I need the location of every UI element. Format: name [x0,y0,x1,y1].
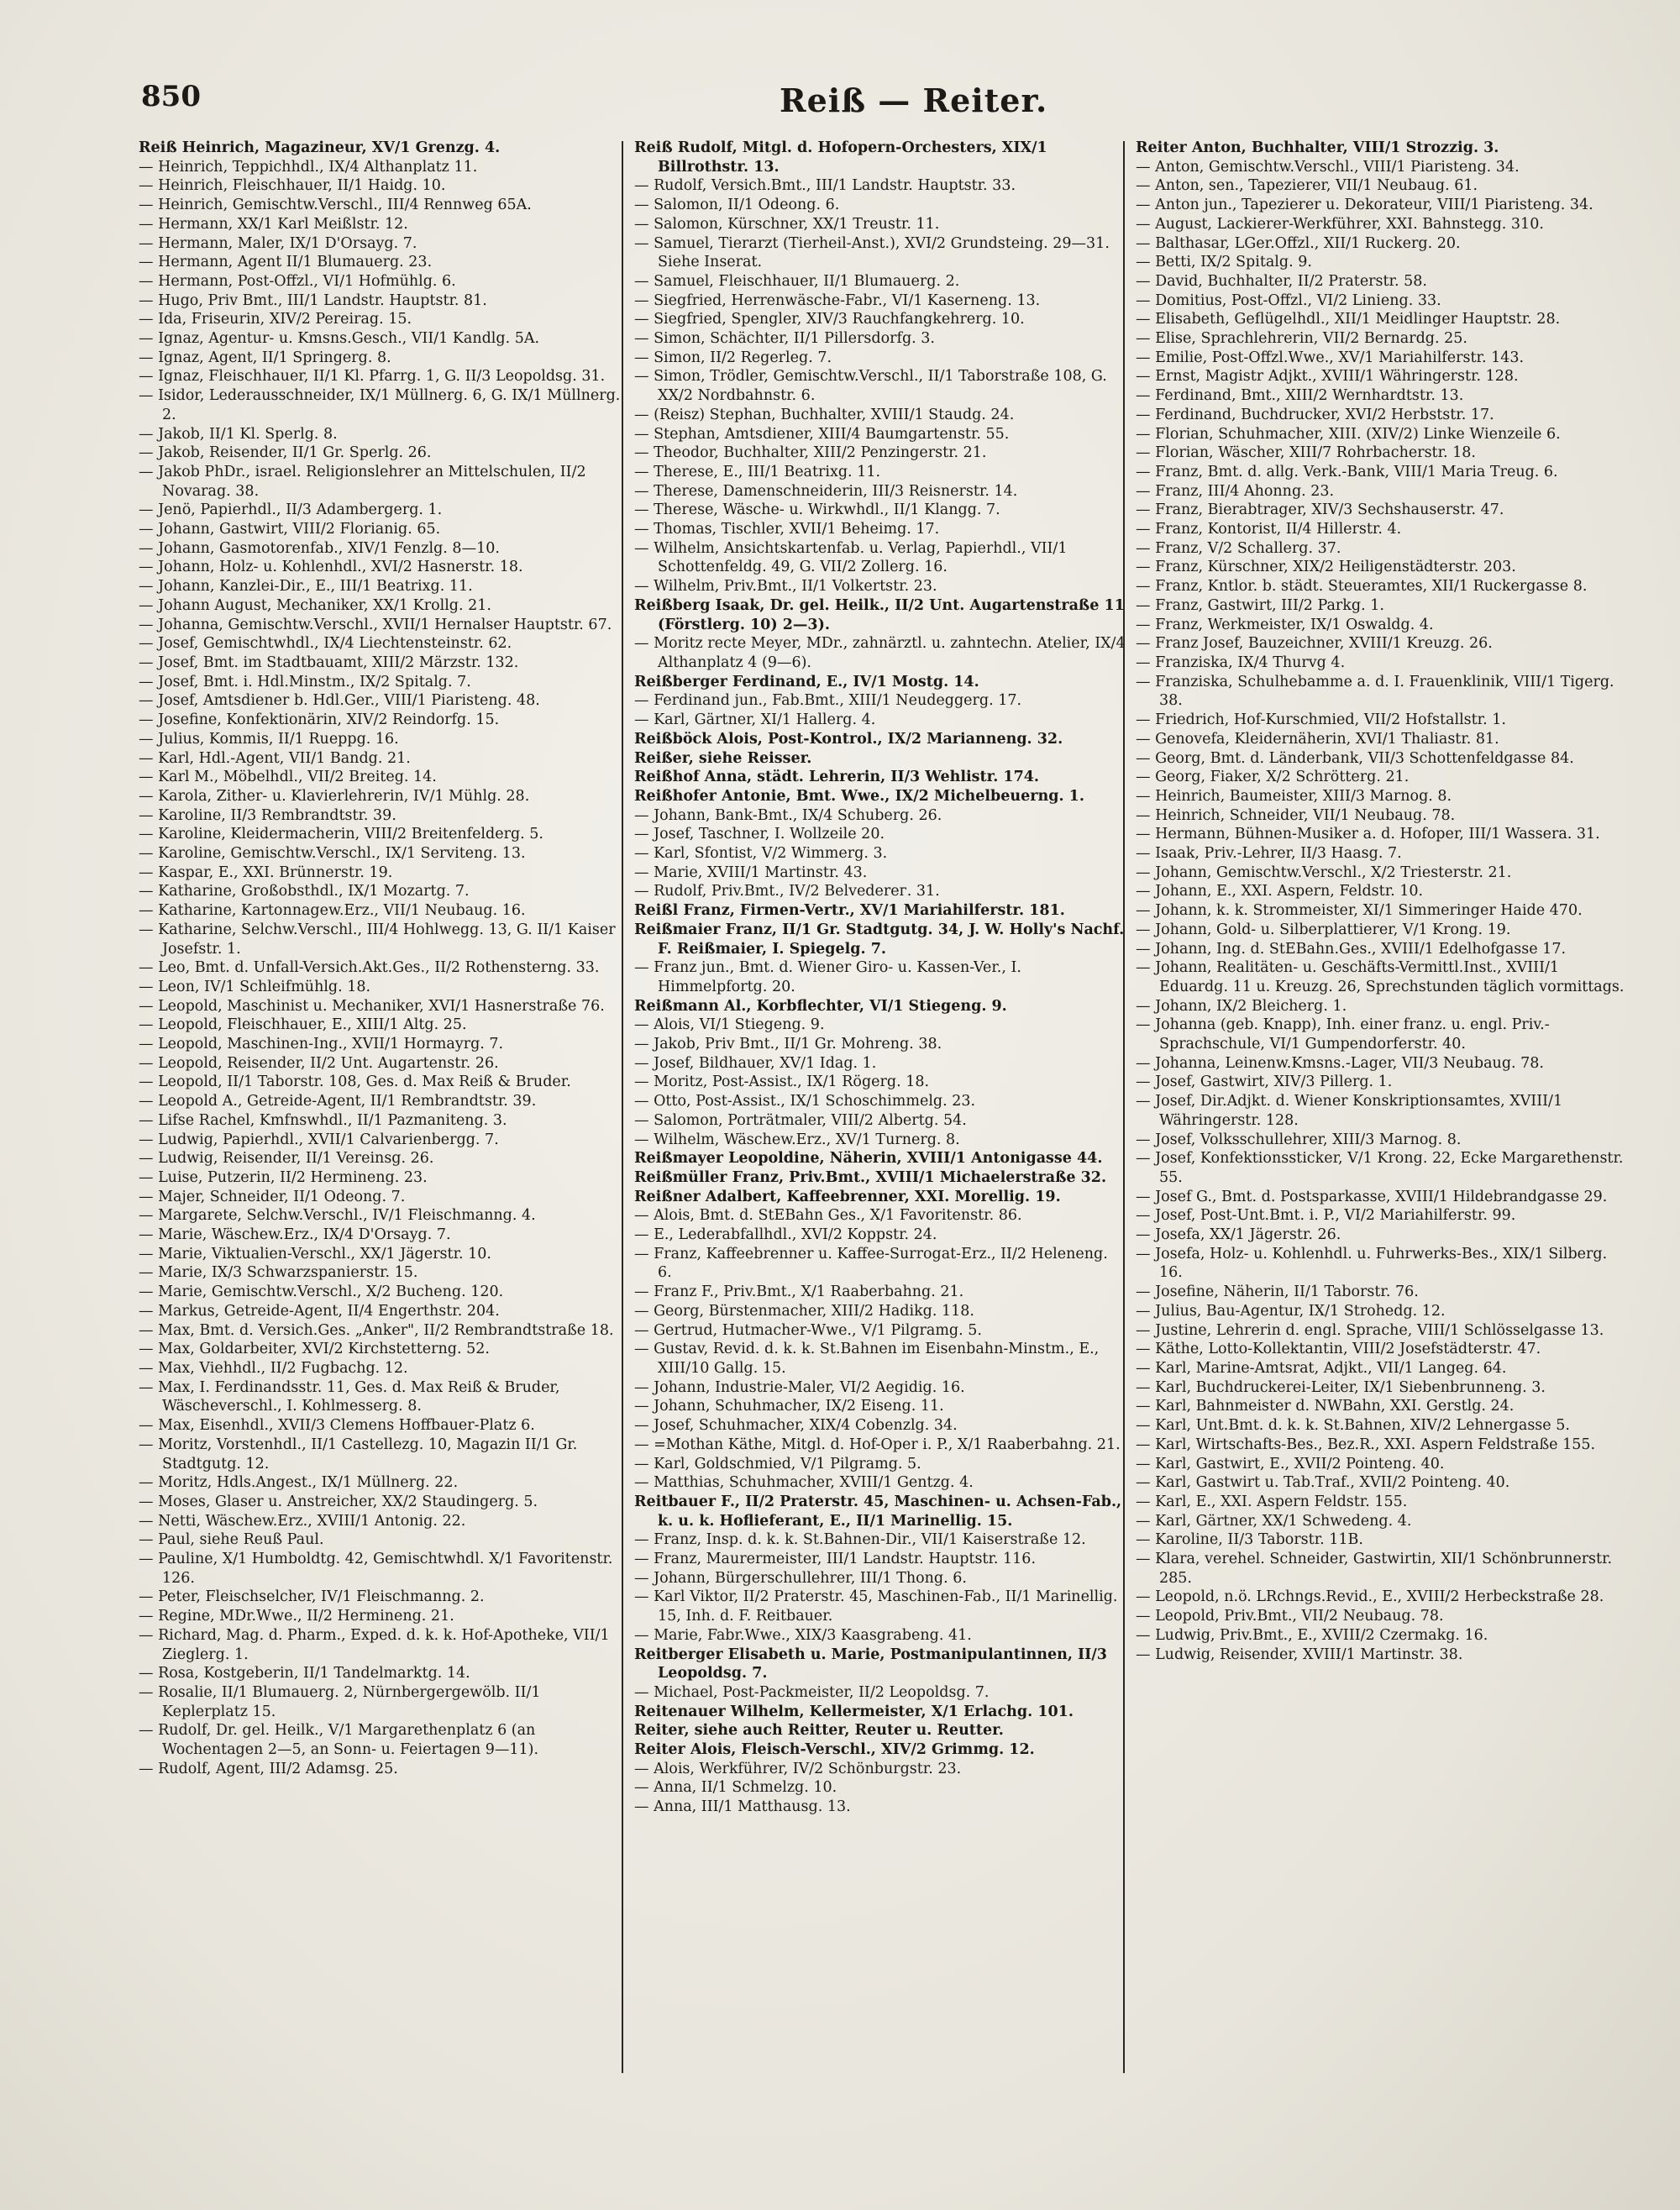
directory-entry: — Otto, Post-Assist., IX/1 Schoschimmelg. 23. [634,1093,976,1110]
directory-entry: — Heinrich, Schneider, VII/1 Neubaug. 78. [1136,806,1456,824]
directory-entry: — Franz, Bierabtrager, XIV/3 Sechshauserstr. 47. [1136,501,1504,519]
directory-entry: — Franz F., Priv.Bmt., X/1 Raaberbahng. 21. [634,1283,964,1301]
directory-entry: — Samuel, Tierarzt (Tierheil-Anst.), XVI/2 Grundsteing. 29—31. Siehe Inserat. [634,234,1110,271]
directory-entry: — Johanna (geb. Knapp), Inh. einer franz. u. engl. Priv.-Sprachschule, VI/1 Gumpendorferstr. 40. [1136,1016,1550,1053]
directory-entry: — Hermann, Maler, IX/1 D'Orsayg. 7. [139,234,417,252]
directory-entry: — Kaspar, E., XXI. Brünnerstr. 19. [139,864,393,881]
directory-entry: — Genovefa, Kleidernäherin, XVI/1 Thaliastr. 81. [1136,730,1499,748]
directory-entry: — Ferdinand jun., Fab.Bmt., XIII/1 Neudeggerg. 17. [634,692,1022,710]
directory-entry: — Josef, Schuhmacher, XIX/4 Cobenzlg. 34. [634,1417,958,1435]
directory-entry: — Florian, Wäscher, XIII/7 Rohrbacherstr. 18. [1136,444,1476,462]
directory-entry: — Leopold, n.ö. LRchngs.Revid., E., XVIII/2 Herbeckstraße 28. [1136,1588,1604,1606]
directory-entry: — Ferdinand, Bmt., XIII/2 Wernhardtstr. 13. [1136,387,1464,405]
directory-entry: — Salomon, Kürschner, XX/1 Treustr. 11. [634,215,940,233]
directory-entry: — Franz, Kontorist, II/4 Hillerstr. 4. [1136,521,1402,538]
directory-entry: — Josef, Taschner, I. Wollzeile 20. [634,826,885,843]
directory-entry: — Ludwig, Reisender, XVIII/1 Martinstr. 38. [1136,1646,1463,1663]
directory-entry: — Johanna, Gemischtw.Verschl., XVII/1 Hernalser Hauptstr. 67. [139,616,612,633]
directory-entry: — Siegfried, Spengler, XIV/3 Rauchfangkehrerg. 10. [634,311,1025,328]
directory-entry: — Rudolf, Agent, III/2 Adamsg. 25. [139,1760,398,1777]
directory-entry: — Franz, III/4 Ahonng. 23. [1136,482,1335,500]
directory-entry: — Hugo, Priv Bmt., III/1 Landstr. Hauptstr. 81. [139,291,487,309]
directory-entry: — Johann August, Mechaniker, XX/1 Krollg. 21. [139,596,491,614]
directory-entry: — Marie, XVIII/1 Martinstr. 43. [634,864,868,881]
directory-entry: — Josef, Post-Unt.Bmt. i. P., VI/2 Mariahilferstr. 99. [1136,1207,1516,1225]
directory-entry: — Ludwig, Papierhdl., XVII/1 Calvarienbergg. 7. [139,1131,499,1148]
directory-entry: — Johann, Kanzlei-Dir., E., III/1 Beatrixg. 11. [139,578,473,596]
directory-entry: — Gertrud, Hutmacher-Wwe., V/1 Pilgramg. 5. [634,1321,982,1339]
directory-entry: — Karoline, II/3 Rembrandtstr. 39. [139,806,396,824]
directory-entry: — Rosalie, II/1 Blumauerg. 2, Nürnbergergewölb. II/1 Keplerplatz 15. [139,1683,541,1720]
directory-entry: — Ignaz, Fleischhauer, II/1 Kl. Pfarrg. 1, G. II/3 Leopoldsg. 31. [139,368,606,386]
directory-entry: — Ludwig, Priv.Bmt., E., XVIII/2 Czermakg. 16. [1136,1626,1488,1644]
directory-entry: — Johanna, Leinenw.Kmsns.-Lager, VII/3 Neubaug. 78. [1136,1054,1544,1072]
directory-entry: — Ernst, Magistr Adjkt., XVIII/1 Währingerstr. 128. [1136,368,1519,386]
directory-entry: — Stephan, Amtsdiener, XIII/4 Baumgartenstr. 55. [634,425,1010,443]
directory-entry: — Justine, Lehrerin d. engl. Sprache, VIII/1 Schlösselgasse 13. [1136,1321,1604,1339]
directory-entry: — Josefine, Konfektionärin, XIV/2 Reindorfg. 15. [139,711,500,729]
directory-entry: — Thomas, Tischler, XVII/1 Beheimg. 17. [634,521,940,538]
directory-entry: — Johann, IX/2 Bleicherg. 1. [1136,997,1347,1015]
directory-entry: — Wilhelm, Ansichtskartenfab. u. Verlag, Papierhdl., VII/1 Schottenfeldg. 49, G. VII/2 Zollerg. 16. [634,539,1068,576]
directory-entry: — Johann, E., XXI. Aspern, Feldstr. 10. [1136,883,1424,900]
directory-entry: — Markus, Getreide-Agent, II/4 Engerthstr. 204. [139,1302,500,1320]
directory-entry: — Karl, Buchdruckerei-Leiter, IX/1 Siebenbrunneng. 3. [1136,1378,1546,1396]
directory-entry: — David, Buchhalter, II/2 Praterstr. 58. [1136,272,1427,290]
directory-column-2 [634,139,1126,1817]
directory-entry: — Domitius, Post-Offzl., VI/2 Linieng. 33. [1136,291,1441,309]
directory-entry: — Gustav, Revid. d. k. k. St.Bahnen im Eisenbahn-Minstm., E., XIII/10 Gallg. 15. [634,1341,1100,1377]
directory-entry: — Johann, Realitäten- u. Geschäfts-Vermittl.Inst., XVIII/1 Eduardg. 11 u. Kreuzg. 26, Sprechstunden täglich vormittags. [1136,959,1625,995]
directory-entry: — Betti, IX/2 Spitalg. 9. [1136,254,1312,271]
directory-entry: — Leopold A., Getreide-Agent, II/1 Rembrandtstr. 39. [139,1093,537,1110]
directory-entry: Reißner Adalbert, Kaffeebrenner, XXI. Morellig. 19. [634,1188,1061,1205]
directory-entry: — Hermann, XX/1 Karl Meißlstr. 12. [139,215,408,233]
directory-entry: — Anna, II/1 Schmelzg. 10. [634,1779,837,1797]
directory-entry: — Salomon, Porträtmaler, VIII/2 Albertg. 54. [634,1111,967,1129]
directory-entry: Reißhofer Antonie, Bmt. Wwe., IX/2 Michelbeuerng. 1. [634,787,1084,805]
directory-entry: — Karl, Gärtner, XX/1 Schwedeng. 4. [1136,1512,1412,1530]
directory-entry: Reißböck Alois, Post-Kontrol., IX/2 Marianneng. 32. [634,730,1063,748]
directory-entry: — Jenö, Papierhdl., II/3 Adambergerg. 1. [139,501,443,519]
directory-entry: — Klara, verehel. Schneider, Gastwirtin, XII/1 Schönbrunnerstr. 285. [1136,1551,1613,1587]
directory-entry: — Josef, Gemischtwhdl., IX/4 Liechtensteinstr. 62. [139,635,512,653]
directory-entry: — Julius, Bau-Agentur, IX/1 Strohedg. 12. [1136,1302,1446,1320]
directory-entry: — Josef, Gastwirt, XIV/3 Pillerg. 1. [1136,1074,1393,1091]
directory-entry: — Julius, Kommis, II/1 Rueppg. 16. [139,730,399,748]
directory-entry: — Karl Viktor, II/2 Praterstr. 45, Maschinen-Fab., II/1 Marinellig. 15, Inh. d. F. Reitbauer. [634,1588,1118,1625]
directory-column-3 [1136,139,1627,1664]
directory-entry: — Rudolf, Dr. gel. Heilk., V/1 Margarethenplatz 6 (an Wochentagen 2—5, an Sonn- u. Feiertagen 9—11). [139,1722,539,1759]
directory-entry: — Franz, Gastwirt, III/2 Parkg. 1. [1136,596,1384,614]
running-title: Reiß — Reiter. [780,81,1048,119]
directory-entry: — Karl, Unt.Bmt. d. k. k. St.Bahnen, XIV/2 Lehnergasse 5. [1136,1417,1570,1435]
directory-entry: — Lifse Rachel, Kmfnswhdl., II/1 Pazmaniteng. 3. [139,1111,507,1129]
directory-entry: — Hermann, Bühnen-Musiker a. d. Hofoper, III/1 Wassera. 31. [1136,826,1600,843]
directory-entry: — Rudolf, Versich.Bmt., III/1 Landstr. Hauptstr. 33. [634,177,1016,195]
directory-entry: — Johann, Gemischtw.Verschl., X/2 Triesterstr. 21. [1136,864,1512,881]
directory-entry: — Hermann, Post-Offzl., VI/1 Hofmühlg. 6. [139,272,456,290]
directory-entry: — Katharine, Kartonnagew.Erz., VII/1 Neubaug. 16. [139,902,526,920]
directory-entry: — =Mothan Käthe, Mitgl. d. Hof-Oper i. P., X/1 Raaberbahng. 21. [634,1436,1121,1453]
directory-entry: — Leopold, Priv.Bmt., VII/2 Neubaug. 78. [1136,1608,1444,1625]
directory-entry: — Pauline, X/1 Humboldtg. 42, Gemischtwhdl. X/1 Favoritenstr. 126. [139,1551,613,1587]
directory-entry: — Josefa, Holz- u. Kohlenhdl. u. Fuhrwerks-Bes., XIX/1 Silberg. 16. [1136,1245,1608,1282]
directory-entry: — Friedrich, Hof-Kurschmied, VII/2 Hofstallstr. 1. [1136,711,1506,729]
directory-entry: — Josefine, Näherin, II/1 Taborstr. 76. [1136,1283,1419,1301]
directory-entry: — Georg, Fiaker, X/2 Schrötterg. 21. [1136,769,1410,786]
directory-entry: — Luise, Putzerin, II/2 Hermineng. 23. [139,1168,428,1186]
directory-entry: Reißhof Anna, städt. Lehrerin, II/3 Wehlistr. 174. [634,769,1040,786]
directory-entry: — Heinrich, Fleischhauer, II/1 Haidg. 10. [139,177,446,195]
directory-entry: — Franz, Kaffeebrenner u. Kaffee-Surrogat-Erz., II/2 Heleneng. 6. [634,1245,1108,1282]
directory-entry: — Max, Eisenhdl., XVII/3 Clemens Hoffbauer-Platz 6. [139,1417,535,1435]
directory-entry: — Heinrich, Gemischtw.Verschl., III/4 Rennweg 65A. [139,197,532,214]
directory-entry: — Wilhelm, Priv.Bmt., II/1 Volkertstr. 23. [634,578,937,596]
directory-entry: — Johann, Gold- u. Silberplattierer, V/1 Krong. 19. [1136,921,1511,938]
directory-entry: — Karl, E., XXI. Aspern Feldstr. 155. [1136,1493,1408,1510]
directory-entry: — Franz, Bmt. d. allg. Verk.-Bank, VIII/1 Maria Treug. 6. [1136,463,1558,480]
directory-entry: — Josef G., Bmt. d. Postsparkasse, XVIII/1 Hildebrandgasse 29. [1136,1188,1608,1205]
directory-entry: — Regine, MDr.Wwe., II/2 Hermineng. 21. [139,1608,454,1625]
directory-entry: — Karl, Bahnmeister d. NWBahn, XXI. Gerstlg. 24. [1136,1398,1515,1415]
page-number: 850 [141,80,201,113]
directory-entry: Reitbauer F., II/2 Praterstr. 45, Maschinen- u. Achsen-Fab., k. u. k. Hoflieferant, E., II/1 Marinellig. 15. [634,1493,1122,1530]
directory-entry: — Katharine, Großobsthdl., IX/1 Mozartg. 7. [139,883,470,900]
directory-entry: — Josef, Konfektionssticker, V/1 Krong. 22, Ecke Margarethenstr. 55. [1136,1150,1624,1186]
directory-entry: — Anton, Gemischtw.Verschl., VIII/1 Piaristeng. 34. [1136,158,1520,176]
directory-entry: — Josef, Bmt. im Stadtbauamt, XIII/2 Märzstr. 132. [139,654,519,671]
directory-entry: — Leopold, Reisender, II/2 Unt. Augartenstr. 26. [139,1054,499,1072]
directory-entry: — Ludwig, Reisender, II/1 Vereinsg. 26. [139,1150,434,1168]
directory-entry: — Jakob, II/1 Kl. Sperlg. 8. [139,425,338,443]
directory-entry: — Franziska, Schulhebamme a. d. I. Frauenklinik, VIII/1 Tigerg. 38. [1136,673,1614,710]
directory-entry: Reiß Rudolf, Mitgl. d. Hofopern-Orchesters, XIX/1 Billrothstr. 13. [634,139,1047,176]
directory-entry: — Marie, Gemischtw.Verschl., X/2 Bucheng. 120. [139,1283,504,1301]
directory-entry: — Ignaz, Agent, II/1 Springerg. 8. [139,349,391,366]
directory-entry: — Anton, sen., Tapezierer, VII/1 Neubaug. 61. [1136,177,1478,195]
directory-entry: — Michael, Post-Packmeister, II/2 Leopoldsg. 7. [634,1683,990,1701]
directory-entry: — Josef, Dir.Adjkt. d. Wiener Konskriptionsamtes, XVIII/1 Währingerstr. 128. [1136,1093,1563,1129]
directory-entry: Reißl Franz, Firmen-Vertr., XV/1 Mariahilferstr. 181. [634,902,1065,920]
directory-entry: — Johann, k. k. Strommeister, XI/1 Simmeringer Haide 470. [1136,902,1583,920]
directory-entry: — Heinrich, Teppichhdl., IX/4 Althanplatz 11. [139,158,478,176]
directory-entry: — Karl, Gastwirt, E., XVII/2 Pointeng. 40. [1136,1455,1445,1472]
directory-entry: — Hermann, Agent II/1 Blumauerg. 23. [139,254,433,271]
directory-entry: — Moses, Glaser u. Anstreicher, XX/2 Staudingerg. 5. [139,1493,538,1510]
directory-entry: — Johann, Ing. d. StEBahn.Ges., XVIII/1 Edelhofgasse 17. [1136,940,1567,958]
directory-entry: — Balthasar, LGer.Offzl., XII/1 Ruckerg. 20. [1136,234,1461,252]
directory-entry: — Netti, Wäschew.Erz., XVIII/1 Antonig. 22. [139,1512,466,1530]
directory-entry: — Wilhelm, Wäschew.Erz., XV/1 Turnerg. 8. [634,1131,960,1148]
directory-entry: — Leopold, Maschinen-Ing., XVII/1 Hormayrg. 7. [139,1036,504,1053]
directory-entry: — Elisabeth, Geflügelhdl., XII/1 Meidlinger Hauptstr. 28. [1136,311,1561,328]
directory-entry: — August, Lackierer-Werkführer, XXI. Bahnstegg. 310. [1136,215,1544,233]
directory-entry: — Majer, Schneider, II/1 Odeong. 7. [139,1188,406,1205]
directory-entry: — Franz Josef, Bauzeichner, XVIII/1 Kreuzg. 26. [1136,635,1493,653]
directory-entry: — Heinrich, Baumeister, XIII/3 Marnog. 8. [1136,787,1452,805]
directory-entry: — Karl, Gärtner, XI/1 Hallerg. 4. [634,711,876,729]
directory-entry: — Franziska, IX/4 Thurvg 4. [1136,654,1346,671]
directory-entry: — E., Lederabfallhdl., XVI/2 Koppstr. 24. [634,1226,937,1244]
directory-entry: Reißer, siehe Reisser. [634,749,812,767]
directory-entry: — Alois, Werkführer, IV/2 Schönburgstr. 23. [634,1760,962,1777]
directory-entry: — Käthe, Lotto-Kollektantin, VIII/2 Josefstädterstr. 47. [1136,1341,1541,1358]
directory-entry: Reitenauer Wilhelm, Kellermeister, X/1 Erlachg. 101. [634,1703,1074,1720]
directory-entry: — Josef, Amtsdiener b. Hdl.Ger., VIII/1 Piaristeng. 48. [139,692,540,710]
directory-entry: — Georg, Bmt. d. Länderbank, VII/3 Schottenfeldgasse 84. [1136,749,1574,767]
directory-entry: — Josef, Bmt. i. Hdl.Minstm., IX/2 Spitalg. 7. [139,673,471,690]
directory-entry: — Josef, Bildhauer, XV/1 Idag. 1. [634,1054,877,1072]
directory-entry: — Richard, Mag. d. Pharm., Exped. d. k. k. Hof-Apotheke, VII/1 Zieglerg. 1. [139,1626,610,1663]
directory-entry: — (Reisz) Stephan, Buchhalter, XVIII/1 Staudg. 24. [634,406,1015,423]
directory-entry: — Karl M., Möbelhdl., VII/2 Breiteg. 14. [139,769,437,786]
directory-entry: — Karl, Gastwirt u. Tab.Traf., XVII/2 Pointeng. 40. [1136,1474,1510,1492]
directory-entry: — Isidor, Lederausschneider, IX/1 Müllnerg. 6, G. IX/1 Müllnerg. 2. [139,387,621,423]
directory-entry: — Moritz, Hdls.Angest., IX/1 Müllnerg. 22. [139,1474,459,1492]
directory-entry: — Matthias, Schuhmacher, XVIII/1 Gentzg. 4. [634,1474,974,1492]
page-header [141,80,1645,130]
directory-entry: Reißmayer Leopoldine, Näherin, XVIII/1 Antonigasse 44. [634,1150,1103,1168]
directory-entry: — Karoline, Kleidermacherin, VIII/2 Breitenfelderg. 5. [139,826,543,843]
directory-entry: — Marie, Wäschew.Erz., IX/4 D'Orsayg. 7. [139,1226,451,1244]
directory-entry: — Marie, Fabr.Wwe., XIX/3 Kaasgrabeng. 41. [634,1626,972,1644]
directory-entry: — Leopold, Fleischhauer, E., XIII/1 Altg. 25. [139,1016,467,1034]
directory-column-1 [139,139,630,1778]
directory-entry: — Leo, Bmt. d. Unfall-Versich.Akt.Ges., II/2 Rothensterng. 33. [139,959,600,977]
directory-entry: — Johann, Schuhmacher, IX/2 Eiseng. 11. [634,1398,944,1415]
directory-entry: Reiter Anton, Buchhalter, VIII/1 Strozzig. 3. [1136,139,1499,156]
directory-entry: — Franz, Maurermeister, III/1 Landstr. Hauptstr. 116. [634,1551,1037,1568]
directory-entry: — Johann, Gastwirt, VIII/2 Florianig. 65. [139,521,441,538]
directory-entry: — Franz, Kürschner, XIX/2 Heiligenstädterstr. 203. [1136,559,1516,576]
directory-entry: — Franz, V/2 Schallerg. 37. [1136,539,1341,557]
directory-entry: — Margarete, Selchw.Verschl., IV/1 Fleischmanng. 4. [139,1207,536,1225]
directory-entry: — Simon, Trödler, Gemischtw.Verschl., II/1 Taborstraße 108, G. XX/2 Nordbahnstr. 6. [634,368,1107,405]
directory-entry: — Therese, E., III/1 Beatrixg. 11. [634,463,881,480]
directory-entry: — Leopold, II/1 Taborstr. 108, Ges. d. Max Reiß & Bruder. [139,1074,571,1091]
directory-entry: — Moritz, Vorstenhdl., II/1 Castellezg. 10, Magazin II/1 Gr. Stadtgutg. 12. [139,1436,578,1472]
directory-entry: — Simon, II/2 Regerleg. 7. [634,349,832,366]
directory-entry: — Salomon, II/1 Odeong. 6. [634,197,840,214]
directory-entry: Reiter Alois, Fleisch-Verschl., XIV/2 Grimmg. 12. [634,1741,1035,1759]
directory-entry: — Marie, IX/3 Schwarzspanierstr. 15. [139,1264,418,1282]
directory-entry: — Paul, siehe Reuß Paul. [139,1531,324,1549]
directory-entry: — Ignaz, Agentur- u. Kmsns.Gesch., VII/1 Kandlg. 5A. [139,330,540,348]
directory-entry: — Johann, Bank-Bmt., IX/4 Schuberg. 26. [634,806,942,824]
directory-entry: Reiß Heinrich, Magazineur, XV/1 Grenzg. 4. [139,139,501,156]
directory-entry: — Therese, Wäsche- u. Wirkwhdl., II/1 Klangg. 7. [634,501,1000,519]
directory-entry: — Max, Goldarbeiter, XVI/2 Kirchstetterng. 52. [139,1341,490,1358]
directory-entry: — Alois, VI/1 Stiegeng. 9. [634,1016,825,1034]
directory-entry: — Anton jun., Tapezierer u. Dekorateur, VIII/1 Piaristeng. 34. [1136,197,1593,214]
directory-entry: — Jakob, Reisender, II/1 Gr. Sperlg. 26. [139,444,432,462]
directory-entry: — Florian, Schuhmacher, XIII. (XIV/2) Linke Wienzeile 6. [1136,425,1561,443]
directory-entry: — Karl, Marine-Amtsrat, Adjkt., VII/1 Langeg. 64. [1136,1360,1507,1377]
directory-entry: — Therese, Damenschneiderin, III/3 Reisnerstr. 14. [634,482,1018,500]
directory-entry: — Leopold, Maschinist u. Mechaniker, XVI/1 Hasnerstraße 76. [139,997,605,1015]
directory-entry: — Georg, Bürstenmacher, XIII/2 Hadikg. 118. [634,1302,974,1320]
directory-entry: — Karl, Wirtschafts-Bes., Bez.R., XXI. Aspern Feldstraße 155. [1136,1436,1596,1453]
directory-entry: Reißberger Ferdinand, E., IV/1 Mostg. 14. [634,673,979,690]
directory-entry: — Franz jun., Bmt. d. Wiener Giro- u. Kassen-Ver., I. Himmelpfortg. 20. [634,959,1021,995]
directory-entry: — Max, Viehhdl., II/2 Fugbachg. 12. [139,1360,408,1377]
directory-entry: — Siegfried, Herrenwäsche-Fabr., VI/1 Kaserneng. 13. [634,291,1041,309]
directory-entry: — Max, I. Ferdinandsstr. 11, Ges. d. Max Reiß & Bruder, Wäscheverschl., I. Kohlmesserg. 8. [139,1378,560,1415]
directory-entry: Reiter, siehe auch Reitter, Reuter u. Reutter. [634,1722,1004,1740]
directory-entry: — Karl, Goldschmied, V/1 Pilgramg. 5. [634,1455,921,1472]
directory-entry: — Josef, Volksschullehrer, XIII/3 Marnog. 8. [1136,1131,1462,1148]
directory-entry: — Ferdinand, Buchdrucker, XVI/2 Herbststr. 17. [1136,406,1494,423]
directory-entry: — Marie, Viktualien-Verschl., XX/1 Jägerstr. 10. [139,1245,491,1262]
directory-entry: — Franz, Insp. d. k. k. St.Bahnen-Dir., VII/1 Kaiserstraße 12. [634,1531,1086,1549]
directory-entry: — Jakob, Priv Bmt., II/1 Gr. Mohreng. 38. [634,1036,942,1053]
directory-entry: — Elise, Sprachlehrerin, VII/2 Bernardg. 25. [1136,330,1467,348]
directory-entry: Reißberg Isaak, Dr. gel. Heilk., II/2 Unt. Augartenstraße 11 (Förstlerg. 10) 2—3). [634,596,1125,633]
directory-entry: — Theodor, Buchhalter, XIII/2 Penzingerstr. 21. [634,444,987,462]
directory-entry: — Karl, Sfontist, V/2 Wimmerg. 3. [634,845,888,863]
directory-entry: — Ida, Friseurin, XIV/2 Pereirag. 15. [139,311,412,328]
directory-entry: — Johann, Industrie-Maler, VI/2 Aegidig. 16. [634,1378,965,1396]
directory-entry: — Franz, Kntlor. b. städt. Steueramtes, XII/1 Ruckergasse 8. [1136,578,1588,596]
directory-entry: — Johann, Gasmotorenfab., XIV/1 Fenzlg. 8—10. [139,539,500,557]
directory-entry: — Emilie, Post-Offzl.Wwe., XV/1 Mariahilferstr. 143. [1136,349,1525,366]
directory-entry: — Rosa, Kostgeberin, II/1 Tandelmarktg. 14. [139,1665,470,1682]
directory-entry: — Samuel, Fleischhauer, II/1 Blumauerg. 2. [634,272,960,290]
directory-entry: — Moritz recte Meyer, MDr., zahnärztl. u. zahntechn. Atelier, IX/4 Althanplatz 4 (9—6). [634,635,1126,671]
directory-entry: — Simon, Schächter, II/1 Pillersdorfg. 3. [634,330,935,348]
directory-entry: — Josefa, XX/1 Jägerstr. 26. [1136,1226,1341,1244]
directory-entry: Reißmaier Franz, II/1 Gr. Stadtgutg. 34, J. W. Holly's Nachf. F. Reißmaier, I. Spiegelg. 7. [634,921,1125,958]
directory-entry: — Alois, Bmt. d. StEBahn Ges., X/1 Favoritenstr. 86. [634,1207,1022,1225]
directory-entry: — Moritz, Post-Assist., IX/1 Rögerg. 18. [634,1074,930,1091]
directory-entry: — Anna, III/1 Matthausg. 13. [634,1798,851,1816]
directory-entry: — Franz, Werkmeister, IX/1 Oswaldg. 4. [1136,616,1434,633]
directory-entry: — Rudolf, Priv.Bmt., IV/2 Belvederег. 31. [634,883,940,900]
directory-entry: — Isaak, Priv.-Lehrer, II/3 Haasg. 7. [1136,845,1402,863]
directory-entry: — Johann, Bürgerschullehrer, III/1 Thong. 6. [634,1569,967,1587]
directory-entry: Reißmann Al., Korbflechter, VI/1 Stiegeng. 9. [634,997,1007,1015]
directory-entry: — Karola, Zither- u. Klavierlehrerin, IV/1 Mühlg. 28. [139,787,530,805]
directory-entry: — Katharine, Selchw.Verschl., III/4 Hohlwegg. 13, G. II/1 Kaiser Josefstr. 1. [139,921,616,958]
directory-entry: Reißmüller Franz, Priv.Bmt., XVIII/1 Michaelerstraße 32. [634,1168,1107,1186]
directory-entry: — Max, Bmt. d. Versich.Ges. „Anker", II/2 Rembrandtstraße 18. [139,1321,614,1339]
directory-entry: — Jakob PhDr., israel. Religionslehrer an Mittelschulen, II/2 Novarag. 38. [139,463,586,500]
directory-entry: — Leon, IV/1 Schleifmühlg. 18. [139,978,371,995]
directory-entry: Reitberger Elisabeth u. Marie, Postmanipulantinnen, II/3 Leopoldsg. 7. [634,1646,1107,1682]
directory-entry: — Karoline, Gemischtw.Verschl., IX/1 Serviteng. 13. [139,845,526,863]
directory-entry: — Peter, Fleischselcher, IV/1 Fleischmanng. 2. [139,1588,485,1606]
directory-entry: — Johann, Holz- u. Kohlenhdl., XVI/2 Hasnerstr. 18. [139,559,523,576]
directory-entry: — Karl, Hdl.-Agent, VII/1 Bandg. 21. [139,749,411,767]
directory-entry: — Karoline, II/3 Taborstr. 11B. [1136,1531,1363,1549]
